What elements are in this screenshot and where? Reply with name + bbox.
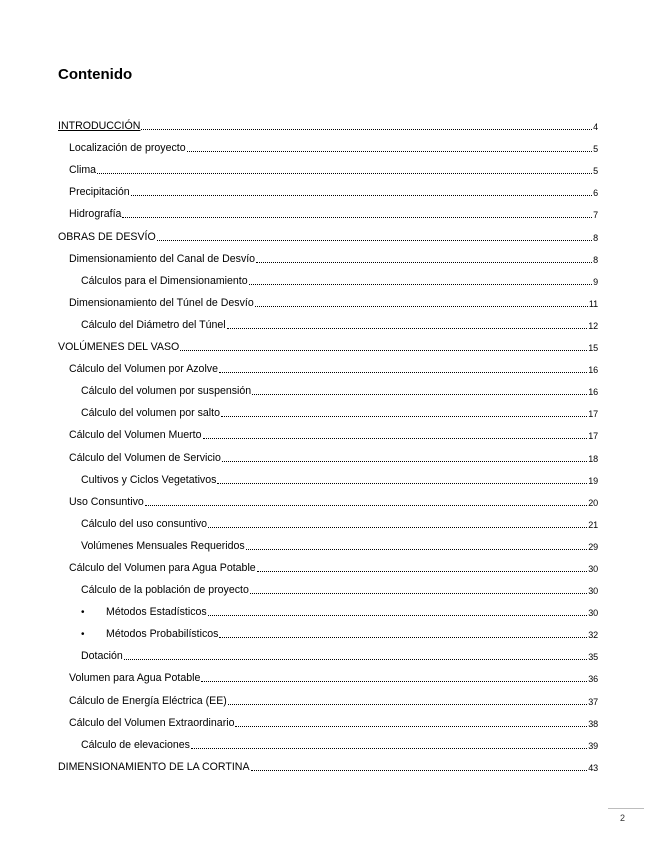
toc-entry-label: Cálculo del Volumen de Servicio (69, 451, 221, 464)
toc-entry[interactable] (58, 154, 598, 176)
toc-entry-label: Cálculo de elevaciones (81, 738, 190, 751)
dot-leader (221, 416, 587, 417)
toc-entry-label: Cálculo de Energía Eléctrica (EE) (69, 694, 227, 707)
toc-entry-page: 5 (593, 144, 598, 155)
toc-entry[interactable] (58, 353, 598, 375)
toc-entry-label: Volumen para Agua Potable (69, 672, 201, 685)
toc-entry-page: 17 (588, 409, 598, 420)
toc-entry-label: INTRODUCCIÓN (58, 120, 141, 133)
dot-leader (228, 704, 587, 705)
toc-entry-page: 15 (588, 343, 598, 354)
toc-entry[interactable] (58, 640, 598, 662)
toc-entry-page: 43 (588, 762, 598, 773)
toc-entry-page: 4 (593, 122, 598, 133)
toc-entry-page: 37 (588, 696, 598, 707)
toc-entry[interactable] (58, 331, 598, 353)
dot-leader (251, 770, 588, 771)
toc-entry-label: Cálculo de la población de proyecto (81, 584, 249, 597)
toc-entry-label: Clima (69, 164, 97, 177)
toc-entry[interactable] (58, 397, 598, 419)
toc-entry-page: 5 (593, 166, 598, 177)
dot-leader (219, 637, 587, 638)
dot-leader (145, 505, 587, 506)
toc-entry[interactable] (58, 574, 598, 596)
dot-leader (201, 681, 587, 682)
toc-entry[interactable] (58, 596, 598, 618)
bullet-icon: • (81, 629, 85, 641)
dot-leader (255, 306, 588, 307)
dot-leader (97, 173, 592, 174)
toc-entry-label: Volúmenes Mensuales Requeridos (81, 539, 245, 552)
dot-leader (217, 483, 587, 484)
dot-leader (191, 748, 587, 749)
toc-entry[interactable] (58, 220, 598, 242)
toc-entry-label: Cálculo del volumen por suspensión (81, 385, 252, 398)
toc-entry-label: Dimensionamiento del Canal de Desvío (69, 252, 256, 265)
toc-entry-label: Uso Consuntivo (69, 495, 144, 508)
toc-entry-label: Cálculo del Volumen Muerto (69, 429, 202, 442)
toc-entry-label: Métodos Probabilísticos (106, 628, 219, 641)
toc-entry-page: 30 (588, 608, 598, 619)
toc-entry[interactable] (58, 419, 598, 441)
toc-entry-page: 39 (588, 740, 598, 751)
toc-entry[interactable] (58, 618, 598, 640)
toc-entry-label: DIMENSIONAMIENTO DE LA CORTINA (58, 760, 250, 773)
toc-entry-page: 18 (588, 453, 598, 464)
dot-leader (208, 615, 588, 616)
toc-entry-label: Cálculo del Volumen por Azolve (69, 363, 218, 376)
toc-entry[interactable] (58, 375, 598, 397)
toc-entry-label: Cálculos para el Dimensionamiento (81, 274, 248, 287)
toc-entry-page: 20 (588, 497, 598, 508)
toc-entry[interactable] (58, 110, 598, 132)
toc-entry[interactable] (58, 662, 598, 684)
toc-entry-page: 19 (588, 475, 598, 486)
dot-leader (256, 262, 592, 263)
dot-leader (227, 328, 588, 329)
dot-leader (141, 129, 592, 130)
footer-divider (608, 808, 644, 809)
dot-leader (180, 350, 587, 351)
toc-entry-label: Localización de proyecto (69, 142, 186, 155)
toc-entry-label: Cálculo del volumen por salto (81, 407, 220, 420)
toc-entry[interactable] (58, 707, 598, 729)
dot-leader (250, 593, 587, 594)
toc-entry[interactable] (58, 464, 598, 486)
toc-entry-page: 6 (593, 188, 598, 199)
toc-entry[interactable] (58, 530, 598, 552)
toc-entry-page: 16 (588, 365, 598, 376)
toc-entry-label: Precipitación (69, 186, 130, 199)
toc-entry-label: Cálculo del Volumen Extraordinario (69, 716, 235, 729)
page-number: 2 (620, 813, 626, 823)
toc-entry-label: Dimensionamiento del Túnel de Desvío (69, 296, 254, 309)
toc-entry[interactable] (58, 751, 598, 773)
toc-entry-page: 32 (588, 630, 598, 641)
toc-entry[interactable] (58, 441, 598, 463)
toc-entry-page: 30 (588, 586, 598, 597)
toc-entry[interactable] (58, 198, 598, 220)
toc-entry-page: 21 (588, 519, 598, 530)
toc-entry-page: 12 (588, 320, 598, 331)
toc-entry-page: 30 (588, 563, 598, 574)
dot-leader (122, 217, 592, 218)
dot-leader (222, 461, 587, 462)
toc-entry[interactable] (58, 508, 598, 530)
dot-leader (246, 549, 587, 550)
toc-entry-page: 11 (588, 298, 598, 309)
dot-leader (257, 571, 587, 572)
toc-entry-label: VOLÚMENES DEL VASO (58, 341, 180, 354)
toc-entry-page: 8 (593, 232, 598, 243)
toc-entry[interactable] (58, 729, 598, 751)
toc-entry-label: Cálculo del Diámetro del Túnel (81, 318, 226, 331)
toc-entry[interactable] (58, 552, 598, 574)
toc-entry-page: 9 (593, 276, 598, 287)
toc-entry-page: 36 (588, 674, 598, 685)
table-of-contents (58, 110, 598, 773)
toc-entry-label: Hidrografía (69, 208, 122, 221)
toc-entry-label: Cálculo del Volumen para Agua Potable (69, 561, 256, 574)
toc-entry[interactable] (58, 176, 598, 198)
toc-entry-label: Cálculo del uso consuntivo (81, 517, 208, 530)
toc-entry[interactable] (58, 132, 598, 154)
toc-entry-page: 35 (588, 652, 598, 663)
dot-leader (203, 438, 588, 439)
dot-leader (131, 195, 592, 196)
dot-leader (219, 372, 587, 373)
toc-entry-label: Métodos Estadísticos (106, 606, 207, 619)
dot-leader (252, 394, 587, 395)
toc-entry[interactable] (58, 287, 598, 309)
toc-entry[interactable] (58, 243, 598, 265)
toc-entry-label: OBRAS DE DESVÍO (58, 230, 156, 243)
toc-title: Contenido (58, 66, 133, 83)
toc-entry-label: Cultivos y Ciclos Vegetativos (81, 473, 217, 486)
dot-leader (249, 284, 592, 285)
dot-leader (124, 659, 587, 660)
dot-leader (235, 726, 587, 727)
dot-leader (187, 151, 592, 152)
toc-entry-page: 16 (588, 387, 598, 398)
toc-entry[interactable] (58, 265, 598, 287)
toc-entry[interactable] (58, 309, 598, 331)
toc-entry-label: Dotación (81, 650, 123, 663)
toc-entry-page: 38 (588, 718, 598, 729)
toc-entry-page: 7 (593, 210, 598, 221)
toc-entry[interactable] (58, 684, 598, 706)
dot-leader (208, 527, 587, 528)
bullet-icon: • (81, 607, 85, 619)
toc-entry-page: 17 (588, 431, 598, 442)
toc-entry-page: 8 (593, 254, 598, 265)
toc-entry-page: 29 (588, 541, 598, 552)
dot-leader (157, 240, 592, 241)
toc-entry[interactable] (58, 486, 598, 508)
